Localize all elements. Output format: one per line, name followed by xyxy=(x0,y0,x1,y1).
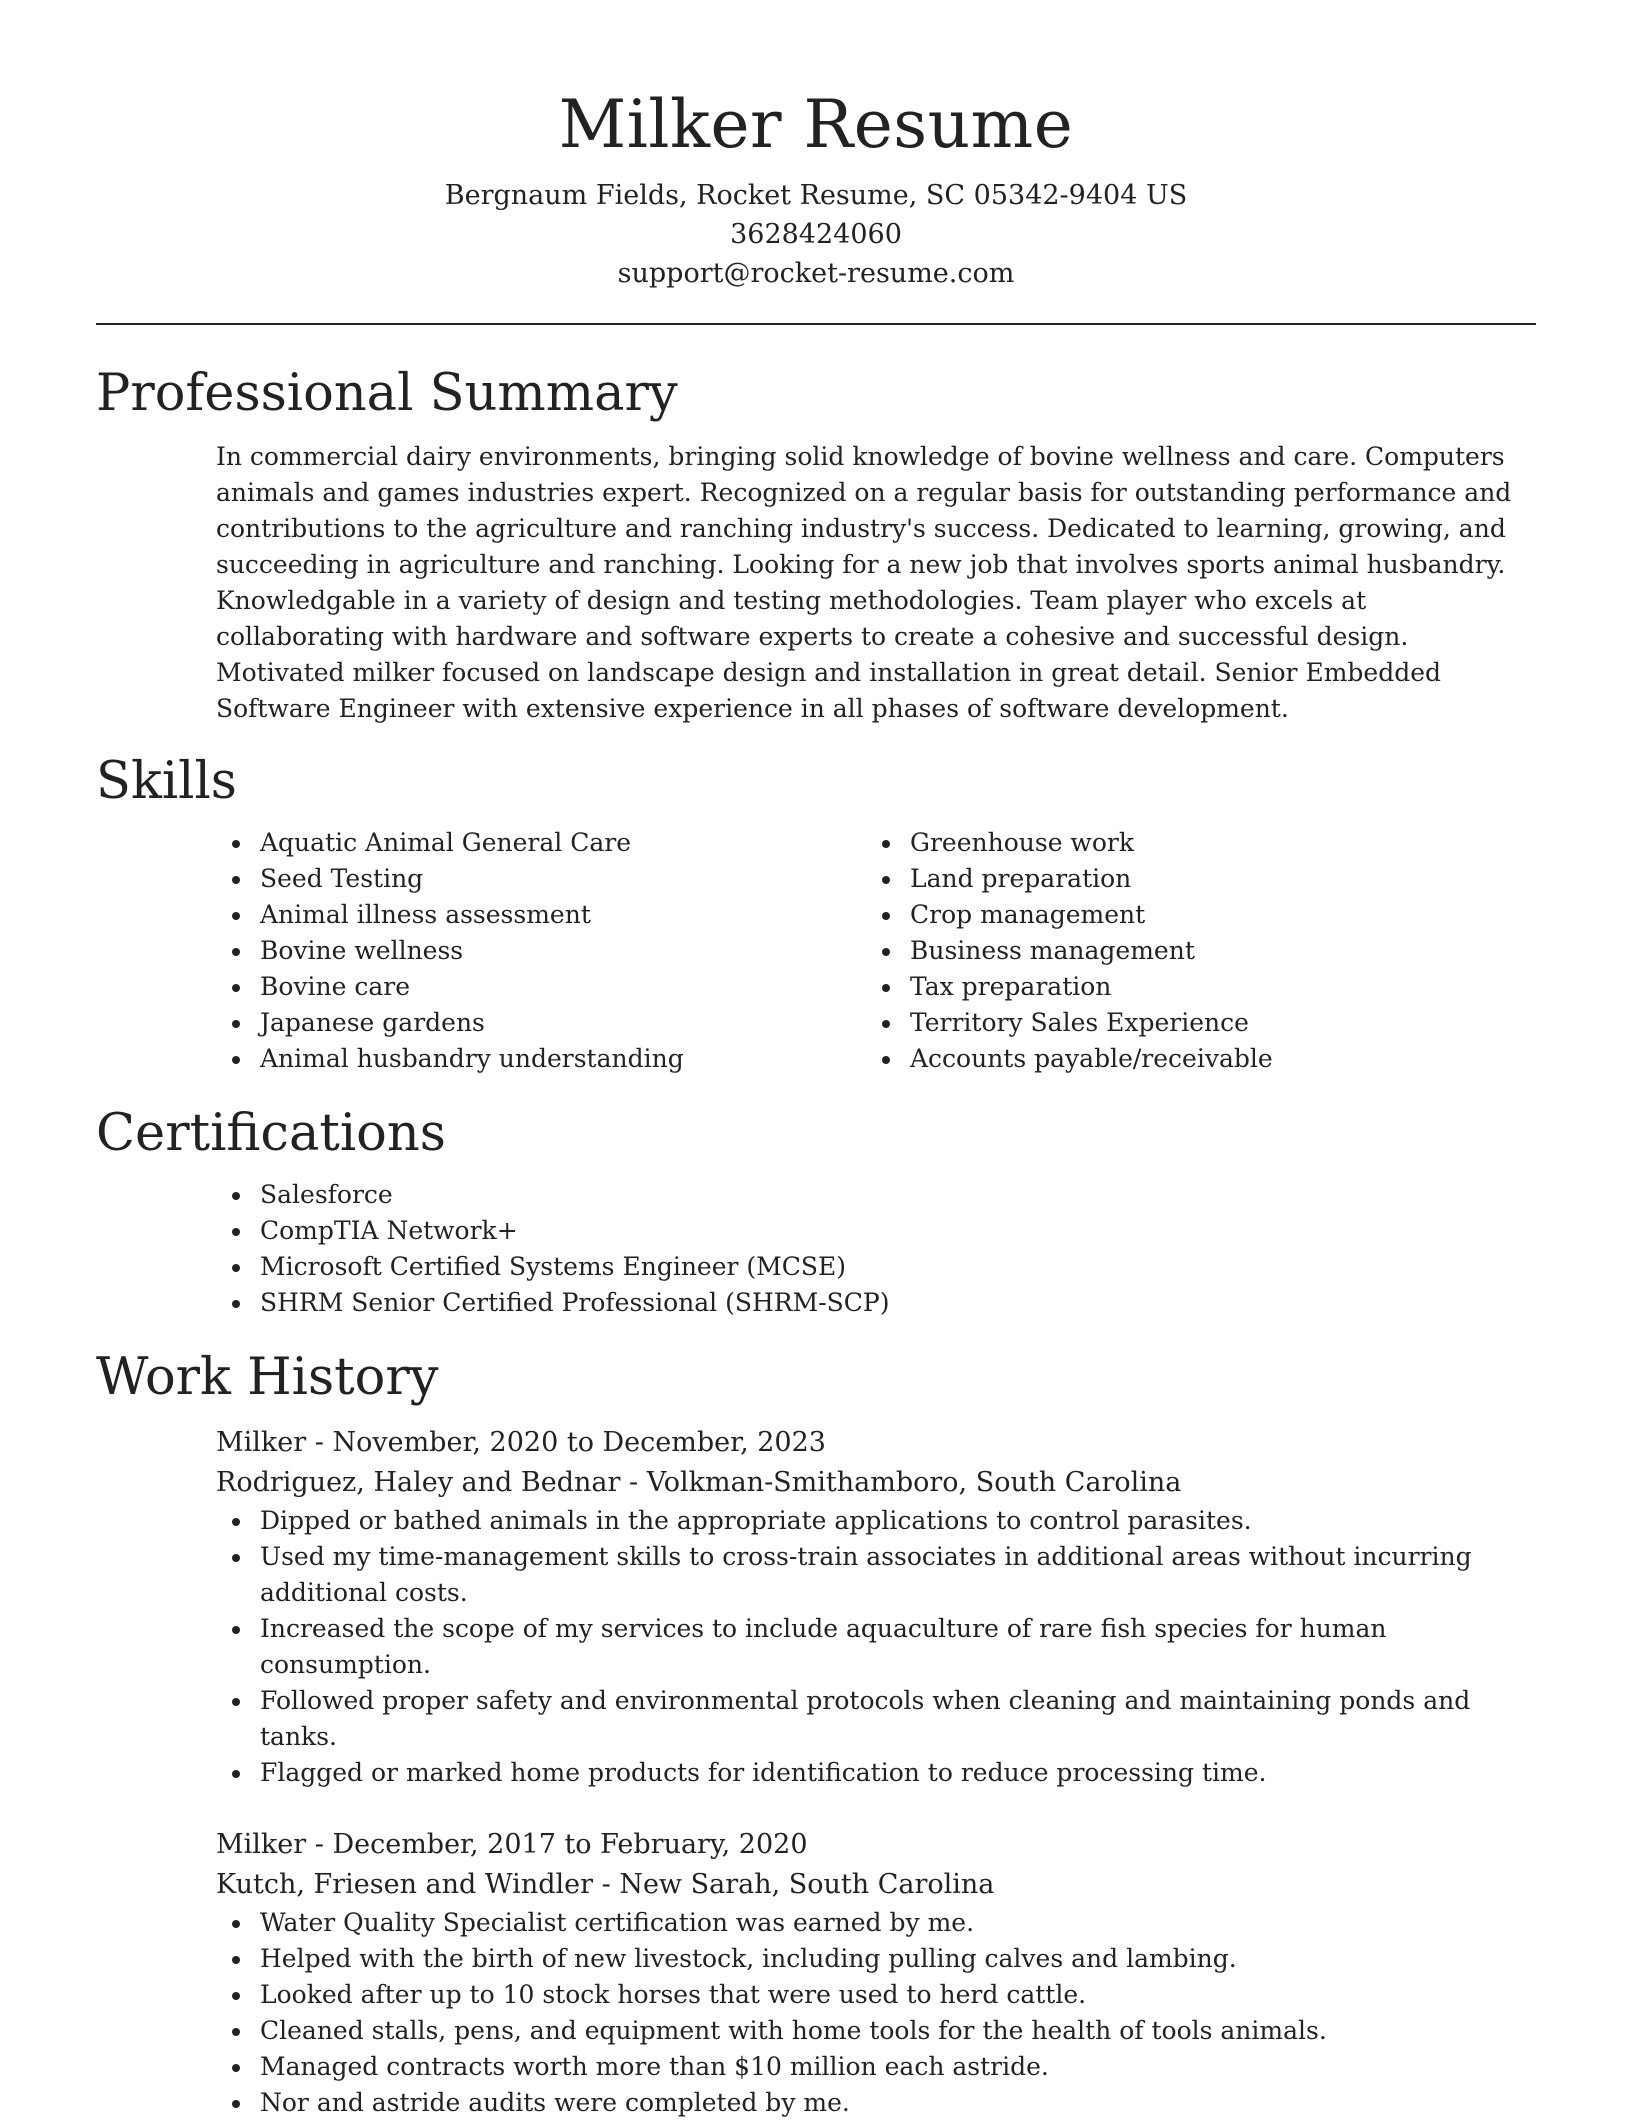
summary-section xyxy=(216,439,1536,727)
job-duty: Managed contracts worth more than $10 million each astride. xyxy=(260,2049,1536,2085)
skill-item: Greenhouse work xyxy=(910,825,1516,861)
skill-item: Aquatic Animal General Care xyxy=(260,825,866,861)
contact-info xyxy=(96,176,1536,293)
job-duties-list xyxy=(216,1503,1536,1791)
job-duty: Used my time-management skills to cross-train associates in additional areas without incurring additional costs. xyxy=(260,1539,1536,1611)
contact-address: Bergnaum Fields, Rocket Resume, SC 05342-9404 US xyxy=(444,180,1188,211)
summary-heading: Professional Summary xyxy=(96,364,678,423)
certification-item: Salesforce xyxy=(260,1177,1536,1213)
job-dates: December, 2017 to February, 2020 xyxy=(332,1829,808,1860)
job-role: Milker xyxy=(216,1427,307,1458)
job-role-line: Milker - November, 2020 to December, 2023 xyxy=(216,1427,826,1458)
job-duty: Followed proper safety and environmental protocols when cleaning and maintaining ponds and tanks. xyxy=(260,1683,1536,1755)
skill-item: Tax preparation xyxy=(910,969,1516,1005)
skill-item: Bovine care xyxy=(260,969,866,1005)
job-company-line: Rodriguez, Haley and Bednar - Volkman-Smithamboro, South Carolina xyxy=(216,1467,1182,1498)
skills-column-left xyxy=(216,825,866,1077)
resume-title: Milker Resume xyxy=(558,86,1074,163)
resume-page xyxy=(96,0,1536,2121)
certifications-list xyxy=(216,1177,1536,1321)
certification-item: CompTIA Network+ xyxy=(260,1213,1536,1249)
job-company: Kutch, Friesen and Windler xyxy=(216,1869,594,1900)
skill-item: Accounts payable/receivable xyxy=(910,1041,1516,1077)
summary-text: In commercial dairy environments, bringing solid knowledge of bovine wellness and care. Computers animals and games industries expert. Recognized on a regular basis for outstanding performance and contributions to the agriculture and ranching industry's success. Dedicated to learning, growing, and succeeding in agriculture and ranching. Looking for a new job that involves sports animal husbandry. Knowledgable in a variety of design and testing methodologies. Team player who excels at collaborating with hardware and software experts to create a cohesive and successful design. Motivated milker focused on landscape design and installation in great detail. Senior Embedded Software Engineer with extensive experience in all phases of software development. xyxy=(216,442,1512,723)
job-duty: Helped with the birth of new livestock, including pulling calves and lambing. xyxy=(260,1941,1536,1977)
job-duty: Cleaned stalls, pens, and equipment with home tools for the health of tools animals. xyxy=(260,2013,1536,2049)
certification-item: Microsoft Certified Systems Engineer (MCSE) xyxy=(260,1249,1536,1285)
skill-item: Bovine wellness xyxy=(260,933,866,969)
job-duty: Flagged or marked home products for identification to reduce processing time. xyxy=(260,1755,1536,1791)
job-entry xyxy=(216,1423,1536,1791)
job-company: Rodriguez, Haley and Bednar xyxy=(216,1467,621,1498)
skill-item: Animal husbandry understanding xyxy=(260,1041,866,1077)
job-role: Milker xyxy=(216,1829,307,1860)
job-role-line: Milker - December, 2017 to February, 2020 xyxy=(216,1829,808,1860)
job-duties-list xyxy=(216,1905,1536,2121)
skill-item: Land preparation xyxy=(910,861,1516,897)
certification-item: SHRM Senior Certified Professional (SHRM-SCP) xyxy=(260,1285,1536,1321)
job-location: New Sarah, South Carolina xyxy=(619,1869,995,1900)
job-duty: Nor and astride audits were completed by me. xyxy=(260,2085,1536,2121)
certifications-heading: Certifications xyxy=(96,1104,446,1163)
skills-section xyxy=(216,825,1536,1077)
skills-heading: Skills xyxy=(96,752,237,811)
job-duty: Increased the scope of my services to include aquaculture of rare fish species for human consumption. xyxy=(260,1611,1536,1683)
skill-item: Animal illness assessment xyxy=(260,897,866,933)
skill-item: Territory Sales Experience xyxy=(910,1005,1516,1041)
job-location: Volkman-Smithamboro, South Carolina xyxy=(646,1467,1182,1498)
skill-item: Seed Testing xyxy=(260,861,866,897)
job-duty: Looked after up to 10 stock horses that were used to herd cattle. xyxy=(260,1977,1536,2013)
resume-header xyxy=(96,0,1536,293)
skills-list-right xyxy=(866,825,1516,1077)
work-history-heading: Work History xyxy=(96,1348,439,1407)
skills-list-left xyxy=(216,825,866,1077)
skills-column-right xyxy=(866,825,1516,1077)
job-company-line: Kutch, Friesen and Windler - New Sarah, South Carolina xyxy=(216,1869,995,1900)
work-history-section xyxy=(216,1423,1536,2121)
skill-item: Business management xyxy=(910,933,1516,969)
job-entry xyxy=(216,1825,1536,2121)
job-duty: Water Quality Specialist certification was earned by me. xyxy=(260,1905,1536,1941)
certifications-section xyxy=(216,1177,1536,1321)
contact-email: support@rocket-resume.com xyxy=(617,258,1015,289)
job-duty: Dipped or bathed animals in the appropriate applications to control parasites. xyxy=(260,1503,1536,1539)
job-dates: November, 2020 to December, 2023 xyxy=(332,1427,826,1458)
skill-item: Japanese gardens xyxy=(260,1005,866,1041)
header-divider xyxy=(96,323,1536,325)
contact-phone: 3628424060 xyxy=(730,219,902,250)
skill-item: Crop management xyxy=(910,897,1516,933)
